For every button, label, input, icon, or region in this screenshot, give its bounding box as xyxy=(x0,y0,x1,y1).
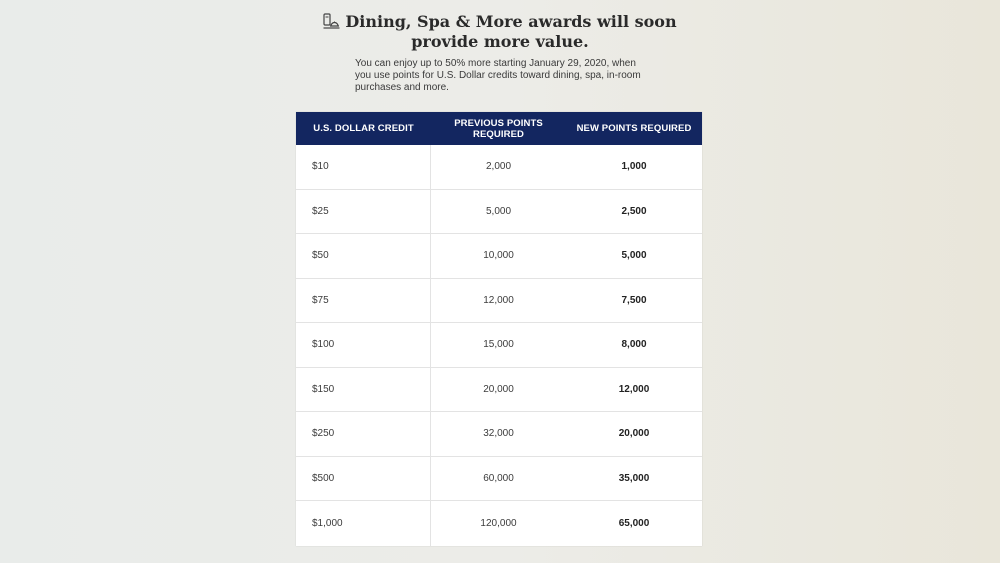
table-row xyxy=(296,190,702,235)
usd-credit-cell: $25 xyxy=(296,190,431,234)
usd-credit-cell: $75 xyxy=(296,279,431,323)
header-usd-credit: U.S. DOLLAR CREDIT xyxy=(313,123,414,134)
page-heading xyxy=(300,12,700,52)
table-row xyxy=(296,323,702,368)
heading-line-1: Dining, Spa & More awards will soon xyxy=(345,12,677,31)
table-row xyxy=(296,501,702,546)
new-points-cell: 1,000 xyxy=(621,161,647,173)
new-points-cell: 12,000 xyxy=(618,383,650,395)
description-text: You can enjoy up to 50% more starting January 29, 2020, when you use points for U.S. Dollar credits toward dining, spa, in-room purchases and more. xyxy=(355,58,641,93)
table-row xyxy=(296,368,702,413)
usd-credit-cell: $250 xyxy=(296,412,431,456)
new-points-cell: 2,500 xyxy=(621,205,647,217)
new-points-cell: 7,500 xyxy=(621,294,647,306)
usd-credit-cell: $100 xyxy=(296,323,431,367)
usd-credit-cell: $150 xyxy=(296,368,431,412)
previous-points-cell: 10,000 xyxy=(483,250,514,262)
header-new-points: NEW POINTS REQUIRED xyxy=(576,123,692,134)
table-row xyxy=(296,145,702,190)
previous-points-cell: 120,000 xyxy=(480,517,517,529)
table-row xyxy=(296,457,702,502)
usd-credit-cell: $50 xyxy=(296,234,431,278)
new-points-cell: 8,000 xyxy=(621,339,647,351)
previous-points-cell: 32,000 xyxy=(483,428,514,440)
heading-line-2: provide more value. xyxy=(411,32,589,51)
usd-credit-cell: $500 xyxy=(296,457,431,501)
points-table xyxy=(296,112,702,546)
usd-credit-cell: $1,000 xyxy=(296,501,431,546)
previous-points-cell: 5,000 xyxy=(485,205,512,217)
new-points-cell: 20,000 xyxy=(618,428,650,440)
previous-points-cell: 12,000 xyxy=(483,294,514,306)
previous-points-cell: 15,000 xyxy=(483,339,514,351)
table-row xyxy=(296,412,702,457)
table-header xyxy=(296,112,702,145)
usd-credit-cell: $10 xyxy=(296,145,431,189)
previous-points-cell: 60,000 xyxy=(483,472,514,484)
new-points-cell: 5,000 xyxy=(621,250,647,262)
previous-points-cell: 2,000 xyxy=(485,161,512,173)
new-points-cell: 65,000 xyxy=(618,517,650,529)
table-row xyxy=(296,234,702,279)
table-row xyxy=(296,279,702,324)
previous-points-cell: 20,000 xyxy=(483,383,514,395)
header-previous-points: PREVIOUS POINTS REQUIRED xyxy=(454,117,543,140)
dining-spa-icon xyxy=(323,13,340,29)
new-points-cell: 35,000 xyxy=(618,472,650,484)
